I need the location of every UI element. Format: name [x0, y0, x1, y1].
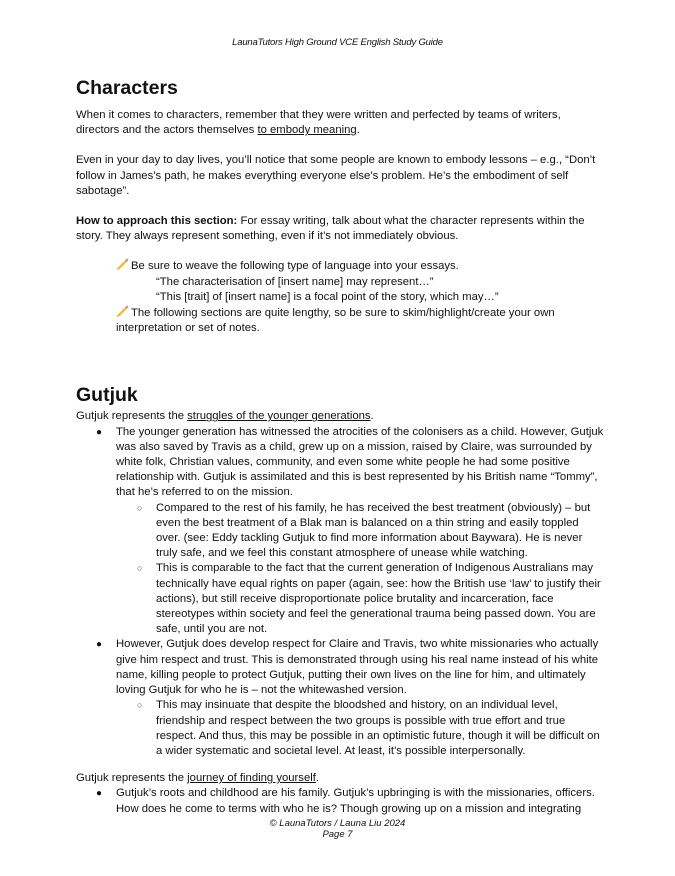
page-content	[76, 76, 616, 817]
text-line: The younger generation has witnessed the atrocities of the colonisers as a child. However, Gutjuk	[116, 425, 604, 438]
text-line: even the best treatment of a Blak man is balanced on a thin string and easily toppled	[156, 516, 579, 529]
hollow-bullet-icon: ○	[137, 563, 143, 574]
text-span: .	[370, 410, 374, 423]
text-line: This is comparable to the fact that the current generation of Indigenous Australians may	[156, 562, 594, 575]
text-line: interpretation or set of notes.	[116, 322, 260, 335]
list-item	[76, 786, 616, 816]
tip-2	[116, 305, 616, 321]
text-line: white folk, Christian values, community, and even some white people he had some positive	[116, 456, 570, 469]
characters-heading: Characters	[76, 77, 178, 99]
gutjuk-heading: Gutjuk	[76, 384, 138, 407]
list-item	[76, 425, 616, 501]
text-line: However, Gutjuk does develop respect for Claire and Travis, two white missionaries who actually	[116, 638, 599, 651]
text-line: over. (see: Eddy tackling Gutjuk to find more information about Baywara). He is never	[156, 532, 583, 545]
approach-label: How to approach this section:	[76, 215, 238, 228]
text-line: that he’s referred to on the mission.	[116, 486, 293, 499]
text-line: Even in your day to day lives, you’ll notice that some people are known to embody lessons – e.g., “Don’t	[76, 154, 596, 167]
tips-block	[76, 258, 616, 336]
text-line	[76, 409, 616, 424]
approach-paragraph	[76, 214, 616, 244]
text-span: Gutjuk represents the	[76, 410, 188, 423]
underlined-phrase: struggles of the younger generations	[187, 410, 371, 423]
bullet-dot-icon: ●	[96, 788, 103, 800]
text-line: loving Gutjuk for who he is – not the whitewashed version.	[116, 684, 407, 697]
text-line: sabotage”.	[76, 184, 130, 197]
section-spacer	[76, 336, 616, 383]
text-span: directors and the actors themselves	[76, 124, 258, 137]
text-line: This may insinuate that despite the bloodshed and history, on an individual level,	[156, 699, 558, 712]
sub-list-item	[76, 501, 616, 562]
tip-text: Be sure to weave the following type of language into your essays.	[131, 260, 459, 273]
gutjuk-represents-2	[76, 771, 616, 786]
text-line: safe, until you are not.	[156, 623, 268, 636]
example-phrase: “This [trait] of [insert name] is a focal point of the story, which may…”	[156, 290, 499, 303]
text-line: actions), but still receive disproportionate police brutality and incarceration, face	[156, 592, 554, 605]
example-phrase: “The characterisation of [insert name] may represent…”	[156, 275, 434, 288]
text-line: Compared to the rest of his family, he has received the best treatment (obviously) – but	[156, 501, 591, 514]
text-line: technically have equal rights on paper (again, see: how the British use ‘law’ to justify their	[156, 577, 601, 590]
text-line	[76, 214, 616, 229]
spacer	[76, 244, 616, 258]
text-line: was also saved by Travis as a child, grew up on a mission, raised by Claire, was surrounded by	[116, 440, 592, 453]
tip-1	[116, 258, 616, 274]
underlined-phrase: to embody meaning	[257, 124, 357, 137]
bullet-dot-icon: ●	[96, 426, 103, 438]
text-line: friendship and respect between the two groups is possible with true effort and true	[156, 714, 566, 727]
spacer	[76, 759, 616, 771]
characters-paragraph-2	[76, 153, 616, 199]
text-line: How does he come to terms with who he is? Though growing up on a mission and integrating	[116, 802, 582, 815]
text-span: Gutjuk represents the	[76, 772, 188, 785]
text-line: respect. And thus, this may be possible in an optimistic future, though it will be difficult on	[156, 729, 600, 742]
text-line: When it comes to characters, remember that they were written and perfected by teams of writers,	[76, 109, 561, 121]
sub-list-item	[76, 561, 616, 637]
text-line: a wider systematic and societal level. At least, it’s possible interpersonally.	[156, 744, 526, 757]
hollow-bullet-icon: ○	[137, 700, 143, 711]
copyright-text: © LaunaTutors / Launa Liu 2024	[269, 818, 406, 829]
text-line: truly safe, and we feel this constant atmosphere of unease while watching.	[156, 547, 528, 560]
spacer	[76, 138, 616, 153]
characters-intro	[76, 108, 616, 138]
text-span: .	[315, 772, 320, 785]
text-line: follow in James’s path, he makes everything everyone else’s problem. He’s the embodiment of self	[76, 169, 569, 182]
text-span: .	[356, 124, 360, 137]
text-line: name, killing people to protect Gutjuk, putting their own lives on the line for him, and ultimately	[116, 668, 586, 681]
text-line: story. They always represent something, even if it’s not immediately obvious.	[76, 230, 459, 243]
pencil-icon	[116, 305, 129, 318]
underlined-phrase: journey of finding yourself	[187, 772, 316, 785]
text-line: give him respect and trust. This is demonstrated through using his real name instead of his white	[116, 653, 599, 666]
gutjuk-represents-1	[76, 409, 616, 424]
tip-text: The following sections are quite lengthy, so be sure to skim/highlight/create your own	[131, 307, 555, 320]
page-number: Page 7	[322, 829, 353, 840]
hollow-bullet-icon: ○	[137, 502, 143, 513]
spacer	[76, 199, 616, 214]
bullet-dot-icon: ●	[96, 639, 103, 651]
pencil-icon	[116, 258, 129, 271]
text-line	[76, 123, 616, 138]
text-line: stereotypes within society and feel the generational trauma being passed down. You are	[156, 608, 596, 621]
list-item	[76, 637, 616, 698]
text-span: For essay writing, talk about what the character represents within the	[237, 215, 585, 228]
page-header: LaunaTutors High Ground VCE English Study Guide	[232, 37, 443, 48]
sub-list-item	[76, 698, 616, 759]
text-line: relationship with. Gutjuk is assimilated and this is best represented by his British name “Tommy”,	[116, 471, 598, 484]
page-footer	[0, 818, 675, 840]
text-line	[76, 771, 616, 786]
text-line: Gutjuk’s roots and childhood are his family. Gutjuk’s upbringing is with the missionaries, officers.	[116, 787, 595, 800]
